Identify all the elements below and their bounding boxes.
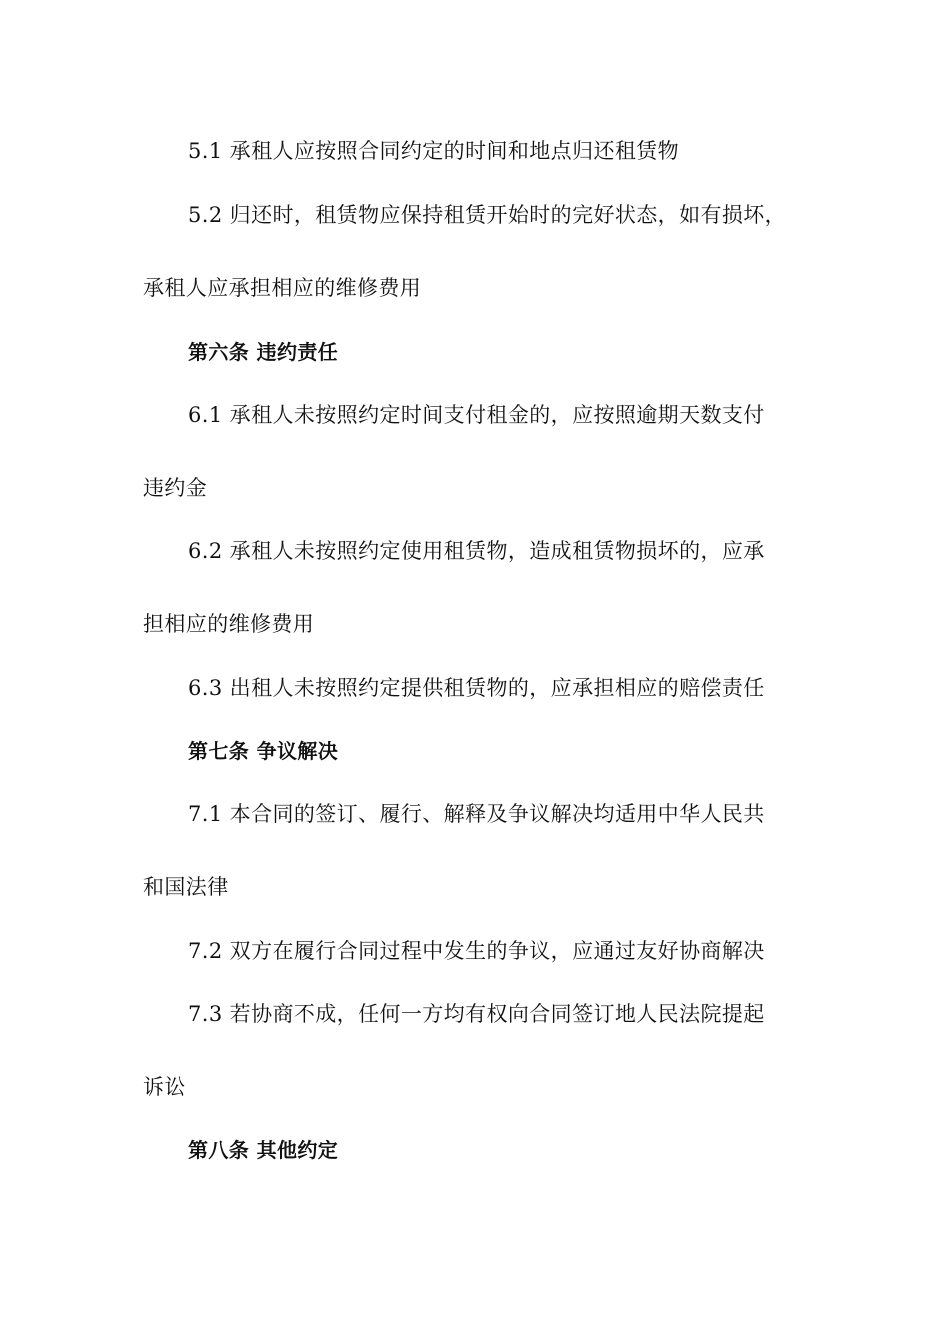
clause-6-3: 6.3 出租人未按照约定提供租赁物的，应承担相应的赔偿责任 <box>188 676 765 700</box>
clause-7-1-line2: 和国法律 <box>143 875 229 899</box>
clause-5-1: 5.1 承租人应按照合同约定的时间和地点归还租赁物 <box>188 139 680 163</box>
clause-5-2-line2: 承租人应承担相应的维修费用 <box>143 276 422 300</box>
clause-7-3-line1: 7.3 若协商不成，任何一方均有权向合同签订地人民法院提起 <box>188 1002 765 1026</box>
clause-5-2-line1: 5.2 归还时，租赁物应保持租赁开始时的完好状态，如有损坏， <box>188 203 787 227</box>
article-8-heading: 第八条 其他约定 <box>188 1138 339 1162</box>
article-6-heading: 第六条 违约责任 <box>188 340 339 364</box>
article-7-heading: 第七条 争议解决 <box>188 739 339 763</box>
clause-6-2-line2: 担相应的维修费用 <box>143 612 315 636</box>
clause-6-1-line1: 6.1 承租人未按照约定时间支付租金的，应按照逾期天数支付 <box>188 403 765 427</box>
clause-6-2-line1: 6.2 承租人未按照约定使用租赁物，造成租赁物损坏的，应承 <box>188 539 765 563</box>
clause-7-1-line1: 7.1 本合同的签订、履行、解释及争议解决均适用中华人民共 <box>188 802 765 826</box>
clause-7-2: 7.2 双方在履行合同过程中发生的争议，应通过友好协商解决 <box>188 939 765 963</box>
clause-6-1-line2: 违约金 <box>143 476 208 500</box>
clause-7-3-line2: 诉讼 <box>143 1075 186 1099</box>
